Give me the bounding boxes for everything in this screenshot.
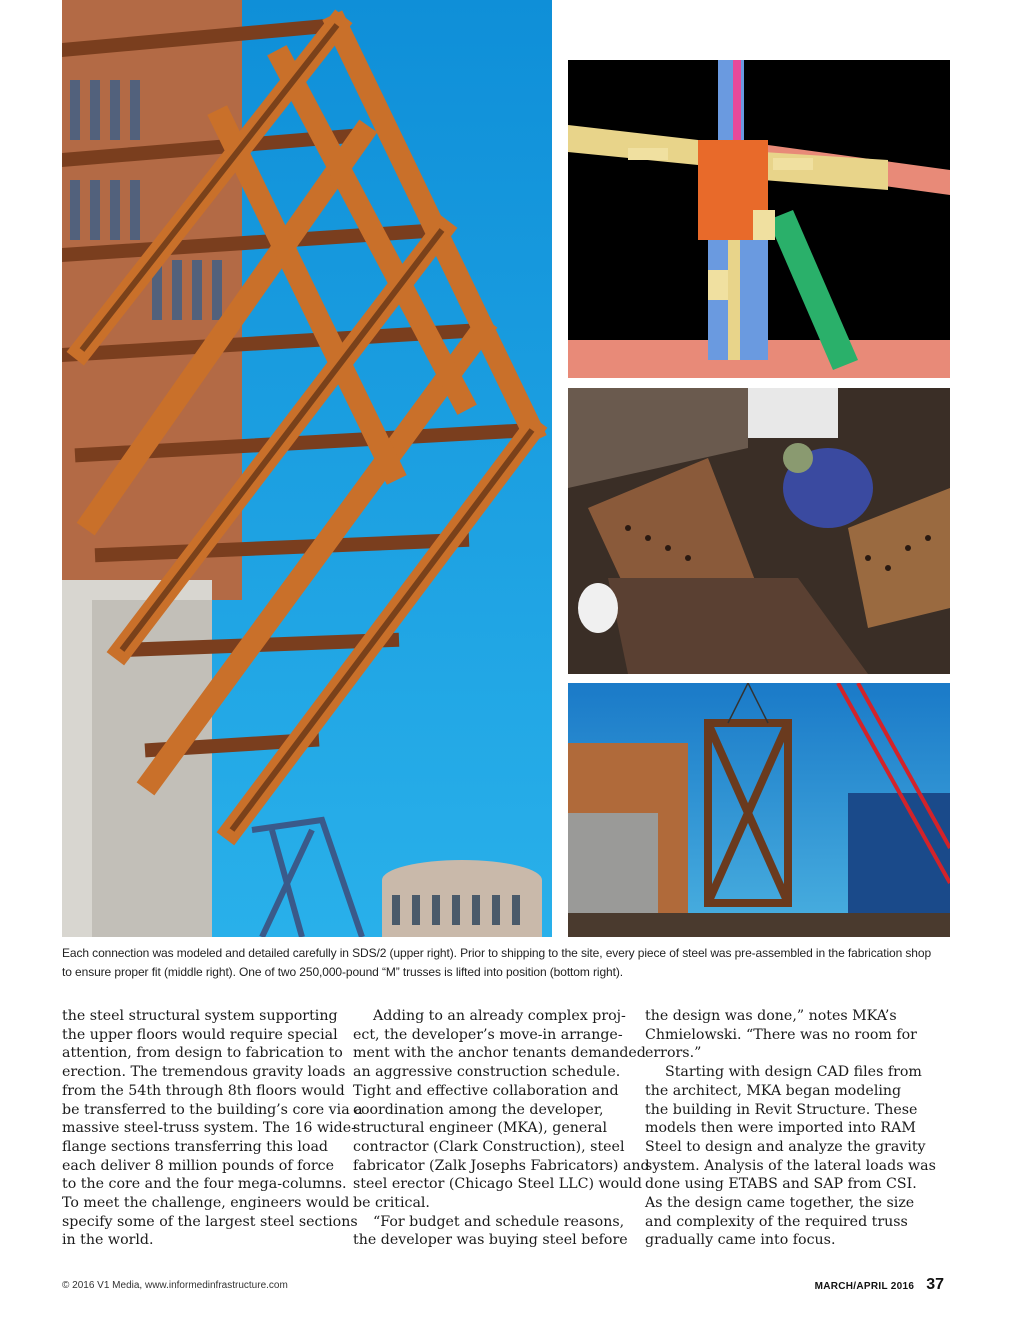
text-line: to the core and the four mega-columns. xyxy=(62,1176,347,1193)
text-line: be critical. xyxy=(353,1195,430,1212)
text-line: each deliver 8 million pounds of force xyxy=(62,1157,335,1174)
text-line: Chmielowski. “There was no room for xyxy=(645,1026,917,1043)
text-line: the steel structural system supporting xyxy=(62,1008,338,1024)
text-line: from the 54th through 8th floors would xyxy=(62,1082,345,1099)
text-line: contractor (Clark Construction), steel xyxy=(353,1138,625,1155)
main-photo-steel-truss xyxy=(62,0,552,937)
issue-date: MARCH/APRIL 2016 xyxy=(814,1281,915,1292)
text-line: To meet the challenge, engineers would xyxy=(62,1195,350,1212)
text-line: steel erector (Chicago Steel LLC) would xyxy=(353,1176,642,1193)
text-line: the design was done,” notes MKA’s xyxy=(645,1008,897,1024)
cad-model-photo xyxy=(568,60,950,378)
text-line: the upper floors would require special xyxy=(62,1026,338,1043)
text-line: system. Analysis of the lateral loads was xyxy=(645,1157,936,1174)
text-line: be transferred to the building’s core via a xyxy=(62,1101,363,1118)
footer-copyright: © 2016 V1 Media, www.informedinfrastructure.com xyxy=(62,1280,288,1291)
caption-line-2: to ensure proper fit (middle right). One of two 250,000-pound “M” trusses is lifted into position (bottom right). xyxy=(62,964,623,979)
body-column-2 xyxy=(353,1007,650,1250)
text-line: massive steel-truss system. The 16 wide- xyxy=(62,1120,356,1137)
truss-lift-photo xyxy=(568,683,950,937)
text-line: and complexity of the required truss xyxy=(645,1213,908,1230)
text-line: errors.” xyxy=(645,1045,702,1062)
text-line: models then were imported into RAM xyxy=(645,1120,916,1137)
photo-caption xyxy=(62,944,942,981)
text-line: the architect, MKA began modeling xyxy=(645,1082,902,1099)
text-line: As the design came together, the size xyxy=(645,1195,915,1212)
text-line: Steel to design and analyze the gravity xyxy=(645,1138,926,1155)
text-line: in the world. xyxy=(62,1232,154,1249)
text-line: Adding to an already complex proj- xyxy=(373,1008,626,1024)
text-line: Tight and effective collaboration and xyxy=(353,1082,619,1099)
text-line: done using ETABS and SAP from CSI. xyxy=(645,1176,917,1193)
caption-line-1: Each connection was modeled and detailed carefully in SDS/2 (upper right). Prior to shipping to the site, every piece of steel was pre-assembled in the fabrication shop xyxy=(62,946,932,960)
text-line: Starting with design CAD files from xyxy=(665,1064,922,1081)
text-line: the building in Revit Structure. These xyxy=(645,1101,918,1118)
text-line: attention, from design to fabrication to xyxy=(62,1045,343,1062)
text-line: gradually came into focus. xyxy=(645,1232,836,1249)
page-number: 37 xyxy=(926,1276,944,1293)
text-line: the developer was buying steel before xyxy=(353,1232,628,1249)
footer-page-info xyxy=(815,1276,944,1294)
text-line: ect, the developer’s move-in arrange- xyxy=(353,1026,623,1043)
text-line: an aggressive construction schedule. xyxy=(353,1064,621,1081)
text-line: flange sections transferring this load xyxy=(62,1138,329,1155)
body-column-3 xyxy=(645,1007,936,1250)
text-line: structural engineer (MKA), general xyxy=(353,1120,608,1137)
text-line: erection. The tremendous gravity loads xyxy=(62,1064,346,1081)
text-line: “For budget and schedule reasons, xyxy=(373,1213,625,1230)
body-column-1 xyxy=(62,1007,363,1250)
text-line: ment with the anchor tenants demanded xyxy=(353,1045,646,1062)
text-line: coordination among the developer, xyxy=(353,1101,604,1118)
text-line: fabricator (Zalk Josephs Fabricators) and xyxy=(353,1157,650,1174)
welding-photo xyxy=(568,388,950,674)
text-line: specify some of the largest steel sections xyxy=(62,1213,358,1230)
